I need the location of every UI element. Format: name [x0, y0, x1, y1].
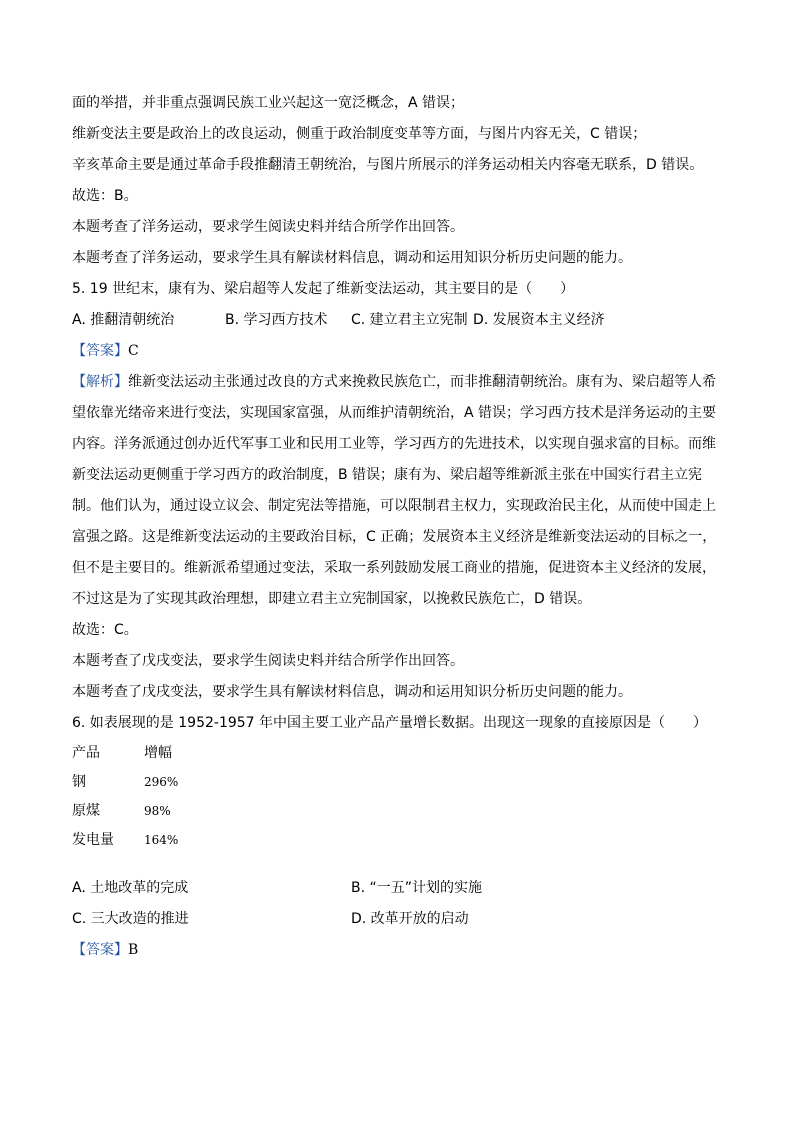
analysis-text: 维新变法运动主张通过改良的方式来挽救民族危亡，而非推翻清朝统治。康有为、梁启超等人希望依靠光绪帝来进行变法，实现国家富强，从而维护清朝统治，A 错误；学习西方技术是洋务运动的主要内容。洋务派通过创办近代军事工业和民用工业等，学习西方的先进技术，以实现自强求富的目标。而维新变法运动更侧重于学习西方的政治制度，B 错误；康有为、梁启超等维新派主张在中国实行君主立宪制。他们认为，通过设立议会、制定宪法等措施，可以限制君主权力，实现政治民主化，从而使中国走上富强之路。这是维新变法运动的主要政治目标，C 正确；发展资本主义经济是维新变法运动的目标之一，但不是主要目的。维新派希望通过变法，采取一系列鼓励发展工商业的措施，促进资本主义经济的发展，不过这是为了实现其政治理想，即建立君主立宪制国家，以挽救民族危亡，D 错误。: [72, 374, 717, 607]
verdict-line: 故选：C。: [72, 622, 138, 638]
option-a: A. 土地改革的完成: [72, 880, 189, 896]
option-d: D. 改革开放的启动: [351, 911, 469, 927]
table-header-cell: 产品: [72, 745, 100, 761]
table-header-cell: 增幅: [144, 745, 172, 761]
answer-line: [72, 935, 722, 966]
answer-tag: 【答案】: [72, 343, 128, 359]
table-cell: 296%: [144, 775, 179, 789]
data-table: [72, 739, 722, 855]
option-a: A. 推翻清朝统治: [72, 312, 175, 328]
answer-value: C: [128, 343, 139, 359]
note-line: 本题考查了洋务运动，要求学生具有解读材料信息，调动和运用知识分析历史问题的能力。: [72, 250, 632, 266]
table-cell: 164%: [144, 833, 179, 847]
question-6-stem: 6. 如表展现的是 1952-1957 年中国主要工业产品产量增长数据。出现这一现象的直接原因是（ ）: [72, 715, 708, 731]
document-page: [72, 88, 722, 966]
analysis-paragraph: [72, 367, 722, 615]
explanation-line: 维新变法主要是政治上的改良运动，侧重于政治制度变革等方面，与图片内容无关，C 错误；: [72, 126, 647, 142]
verdict-line: 故选：B。: [72, 188, 138, 204]
option-b: B. “一五”计划的实施: [351, 880, 483, 896]
question-5-stem: 5. 19 世纪末，康有为、梁启超等人发起了维新变法运动，其主要目的是（ ）: [72, 281, 575, 297]
table-header-row: [72, 739, 722, 768]
explanation-line: 面的举措，并非重点强调民族工业兴起这一宽泛概念，A 错误；: [72, 95, 465, 111]
note-line: 本题考查了洋务运动，要求学生阅读史料并结合所学作出回答。: [72, 219, 464, 235]
table-cell: 原煤: [72, 803, 100, 819]
question-5-options: [72, 305, 722, 336]
table-cell: 98%: [144, 804, 171, 818]
note-line: 本题考查了戊戌变法，要求学生具有解读材料信息，调动和运用知识分析历史问题的能力。: [72, 684, 632, 700]
option-d: D. 发展资本主义经济: [473, 312, 605, 328]
option-c: C. 建立君主立宪制: [351, 312, 468, 328]
table-row: [72, 826, 722, 855]
question-6-options: [72, 873, 722, 935]
answer-value: B: [128, 942, 139, 958]
option-b: B. 学习西方技术: [225, 312, 328, 328]
answer-tag: 【答案】: [72, 942, 128, 958]
option-c: C. 三大改造的推进: [72, 911, 189, 927]
answer-line: [72, 336, 722, 367]
note-line: 本题考查了戊戌变法，要求学生阅读史料并结合所学作出回答。: [72, 653, 464, 669]
explanation-line: 辛亥革命主要是通过革命手段推翻清王朝统治，与图片所展示的洋务运动相关内容毫无联系，D 错误。: [72, 157, 704, 173]
table-row: [72, 797, 722, 826]
table-row: [72, 768, 722, 797]
analysis-tag: 【解析】: [72, 374, 128, 390]
table-cell: 钢: [72, 774, 86, 790]
table-cell: 发电量: [72, 832, 114, 848]
